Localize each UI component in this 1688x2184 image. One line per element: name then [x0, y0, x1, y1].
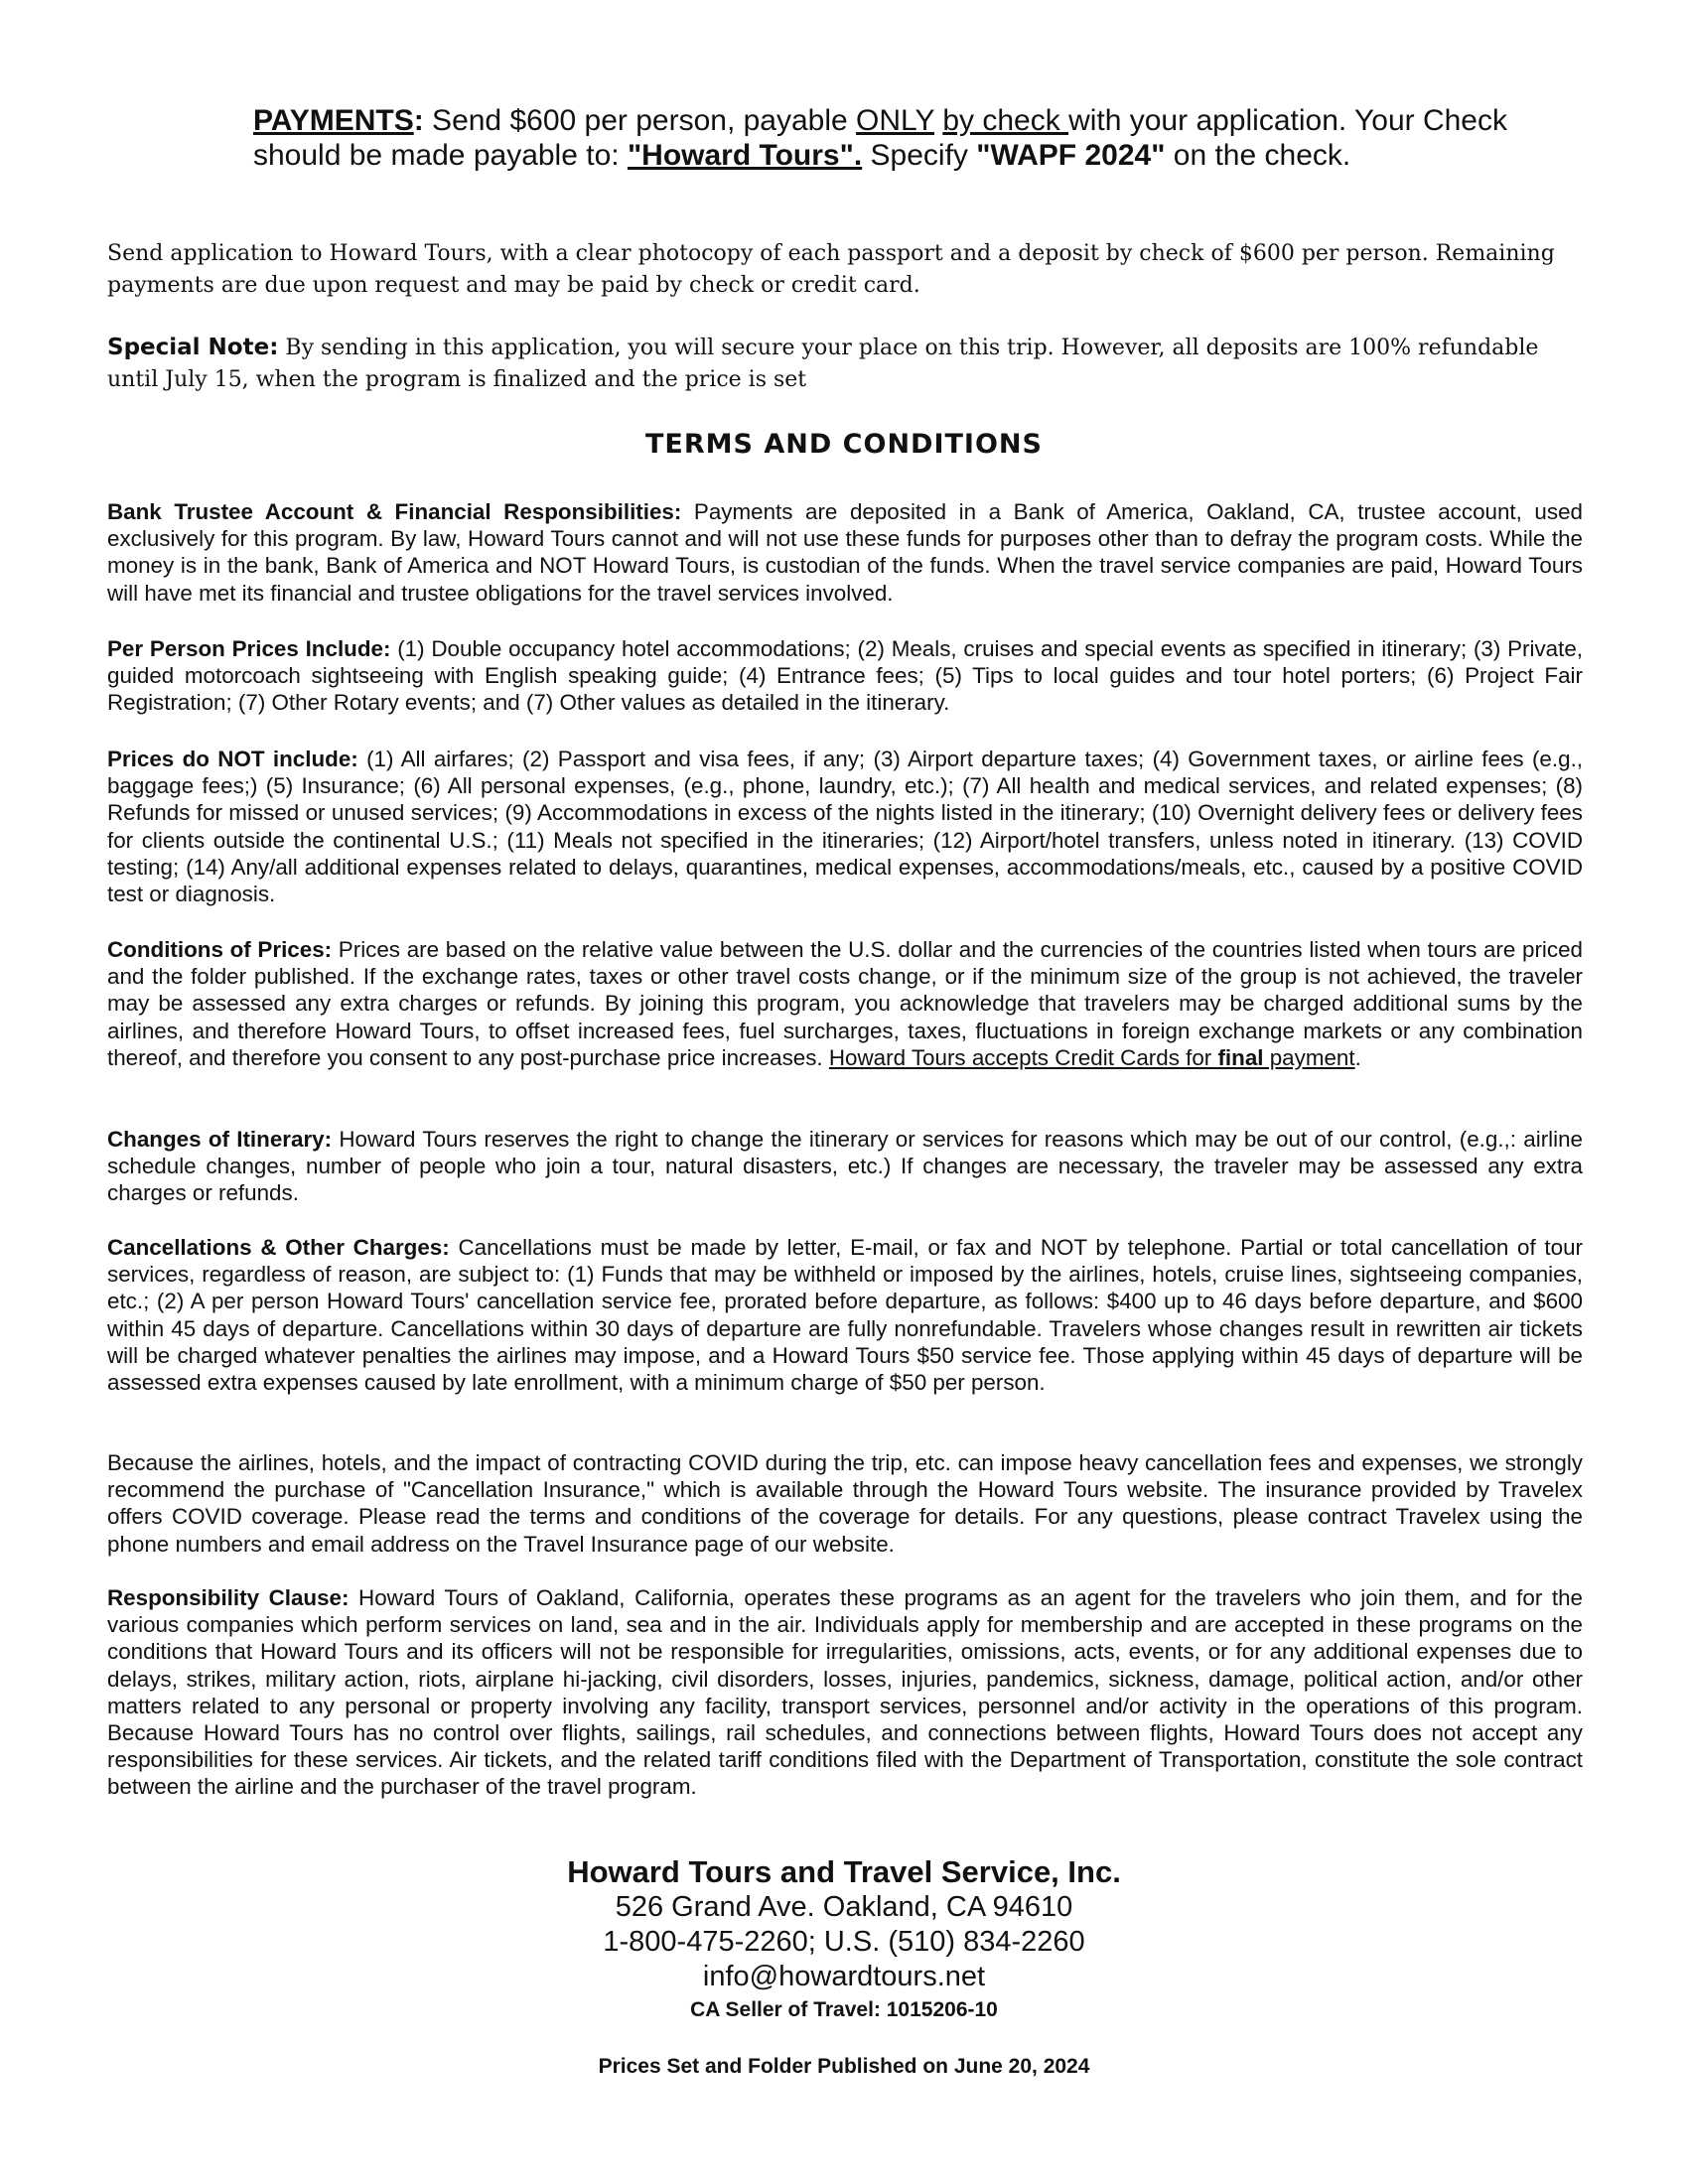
- section-prices-include: [107, 635, 1583, 717]
- credit-card-final: final: [1217, 1044, 1264, 1070]
- payments-only: ONLY: [856, 104, 934, 137]
- special-note-paragraph: [107, 332, 1587, 396]
- section-heading: Conditions of Prices:: [107, 937, 333, 962]
- section-text: Payments are deposited in a Bank of America, Oakland, CA, trustee account, used exclusively for this program. By law, Howard Tours cannot and will not use these funds for purposes other than to defray the program costs. While the money is in the bank, Bank of America and NOT Howard Tours, is custodian of the funds. When the travel service companies are paid, Howard Tours will have met its financial and trustee obligations for the travel services involved.: [107, 499, 1583, 606]
- credit-card-payment: payment: [1263, 1044, 1355, 1070]
- payments-colon: :: [413, 104, 424, 137]
- special-note-label: Special Note:: [107, 335, 279, 360]
- section-text: Howard Tours reserves the right to change the itinerary or services for reasons which may be out of our control, (e.g.,: airline schedule changes, number of people who join a tour, natural disasters, etc.) If changes are necessary, the traveler may be assessed any extra charges or refunds.: [107, 1127, 1584, 1206]
- footer-phone: 1-800-475-2260; U.S. (510) 834-2260: [603, 1926, 1085, 1958]
- section-text: (1) Double occupancy hotel accommodations; (2) Meals, cruises and special events as specified in itinerary; (3) Private, guided motorcoach sightseeing with English speaking guide; (4) Entrance fees; (5) Tips to local guides and tour hotel porters; (6) Project Fair Registration; (7) Other Rotary events; and (7) Other values as detailed in the itinerary.: [107, 636, 1584, 716]
- section-text: Cancellations must be made by letter, E-mail, or fax and NOT by telephone. Partial or total cancellation of tour services, regardless of reason, are subject to: (1) Funds that may be withheld or imposed by the airlines, hotels, cruise lines, sightseeing companies, etc.; (2) A per person Howard Tours' cancellation service fee, prorated before departure, as follows: $400 up to 46 days before departure, and $600 within 45 days of departure. Cancellations within 30 days of departure are fully nonrefundable. Travelers whose changes result in rewritten air tickets will be charged whatever penalties the airlines may impose, and a Howard Tours $50 service fee. Those applying within 45 days of departure will be assessed extra expenses caused by late enrollment, with a minimum charge of $50 per person.: [107, 1235, 1583, 1396]
- section-text: Because the airlines, hotels, and the impact of contracting COVID during the trip, etc. can impose heavy cancellation fees and expenses, we strongly recommend the purchase of "Cancellation Insurance," which is available through the Howard Tours website. The insurance provided by Travelex offers COVID coverage. Please read the terms and conditions of the coverage for details. For any questions, please contract Travelex using the phone numbers and email address on the Travel Insurance page of our website.: [107, 1450, 1583, 1557]
- payments-text-4: on the check.: [1165, 139, 1351, 172]
- section-text: (1) All airfares; (2) Passport and visa fees, if any; (3) Airport departure taxes; (4) Government taxes, or airline fees (e.g., baggage fees;) (5) Insurance; (6) All personal expenses, (e.g., phone, laundry, etc.); (7) All health and medical services, and related expenses; (8) Refunds for missed or unused services; (9) Accommodations in excess of the nights listed in the itinerary; (10) Overnight delivery fees or delivery fees for clients outside the continental U.S.; (11) Meals not specified in the itineraries; (12) Airport/hotel transfers, unless noted in itinerary. (13) COVID testing; (14) Any/all additional expenses related to delays, quarantines, medical expenses, accommodations/meals, etc., caused by a positive COVID test or diagnosis.: [107, 747, 1584, 907]
- credit-card-text: Howard Tours accepts Credit Cards for: [828, 1044, 1218, 1070]
- section-responsibility-clause: [107, 1584, 1583, 1801]
- send-application-paragraph: Send application to Howard Tours, with a clear photocopy of each passport and a deposit by check of $600 per person. Remaining payments are due upon request and may be paid by check or credit card.: [107, 241, 1555, 298]
- footer-address: 526 Grand Ave. Oakland, CA 94610: [615, 1891, 1073, 1923]
- section-heading: Per Person Prices Include:: [107, 636, 391, 661]
- footer-company-name: Howard Tours and Travel Service, Inc.: [567, 1854, 1121, 1889]
- section-heading: Changes of Itinerary:: [107, 1127, 333, 1152]
- section-insurance: [107, 1449, 1583, 1558]
- terms-title: TERMS AND CONDITIONS: [645, 429, 1043, 460]
- footer-published-date: Prices Set and Folder Published on June 20, 2024: [598, 2055, 1090, 2078]
- payments-instructions: [253, 103, 1544, 173]
- section-heading: Prices do NOT include:: [107, 747, 358, 771]
- payments-by-check: by check: [942, 104, 1069, 137]
- section-heading: Bank Trustee Account & Financial Responsibilities:: [107, 499, 682, 524]
- section-bank-trustee: [107, 498, 1583, 607]
- section-changes-of-itinerary: [107, 1126, 1583, 1207]
- section-heading: Responsibility Clause:: [107, 1585, 350, 1610]
- special-note-text: By sending in this application, you will secure your place on this trip. However, all deposits are 100% refundable until July 15, when the program is finalized and the price is set: [107, 336, 1539, 392]
- section-heading: Cancellations & Other Charges:: [107, 1235, 450, 1260]
- footer-seller-of-travel: CA Seller of Travel: 1015206-10: [690, 1998, 998, 2021]
- section-cancellations: [107, 1234, 1583, 1396]
- payments-text-2: with your application. Your Check should be made payable to:: [253, 104, 1507, 172]
- section-text: Howard Tours of Oakland, California, operates these programs as an agent for the travelers who join them, and for the various companies which perform services on land, sea and in the air. Individuals apply for membership and are accepted in these programs on the conditions that Howard Tours and its officers will not be responsible for irregularities, omissions, acts, events, or for any additional expenses due to delays, strikes, military action, riots, airplane hi-jacking, civil disorders, losses, injuries, pandemics, sickness, damage, political action, and/or other matters related to any personal or property involving any facility, transport services, personnel and/or activity in the operations of this program. Because Howard Tours has no control over flights, sailings, rail schedules, and connections between flights, Howard Tours does not accept any responsibilities for these services. Air tickets, and the related tariff conditions filed with the Department of Transportation, constitute the sole contract between the airline and the purchaser of the travel program.: [107, 1585, 1583, 1800]
- section-prices-not-include: [107, 746, 1583, 907]
- payments-payee: "Howard Tours".: [627, 139, 863, 172]
- footer-email: info@howardtours.net: [702, 1961, 986, 1992]
- payments-text-3: Specify: [862, 139, 977, 172]
- credit-card-period: .: [1354, 1044, 1361, 1070]
- payments-text-1: Send $600 per person, payable: [423, 104, 857, 137]
- credit-card-note: [829, 1045, 1355, 1070]
- payments-memo: "WAPF 2024": [976, 139, 1166, 172]
- payments-label: PAYMENTS: [253, 104, 414, 137]
- section-text: Prices are based on the relative value between the U.S. dollar and the currencies of the countries listed when tours are priced and the folder published. If the exchange rates, taxes or other travel costs change, or if the minimum size of the group is not achieved, the traveler may be assessed any extra charges or refunds. By joining this program, you acknowledge that travelers may be charged additional sums by the airlines, and therefore Howard Tours, to offset increased fees, fuel surcharges, taxes, fluctuations in foreign exchange markets or any combination thereof, and therefore you consent to any post-purchase price increases.: [107, 937, 1583, 1070]
- section-conditions-of-prices: [107, 936, 1583, 1071]
